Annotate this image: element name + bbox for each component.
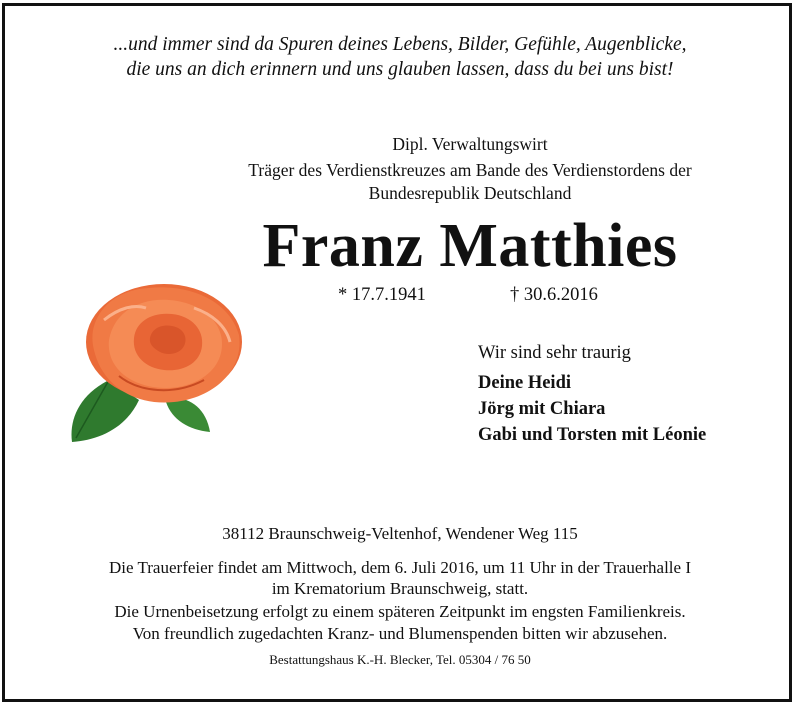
honor-line-2: Bundesrepublik Deutschland — [368, 183, 572, 203]
quote — [0, 32, 800, 82]
deceased-name: Franz Matthies — [262, 212, 678, 280]
undertaker-info: Bestattungshaus K.-H. Blecker, Tel. 05304 / 76 50 — [269, 652, 531, 667]
ceremony-line-1: Die Trauerfeier findet am Mittwoch, dem 6. Juli 2016, um 11 Uhr in der Trauerhalle I — [109, 558, 691, 577]
ceremony-line-4: Von freundlich zugedachten Kranz- und Blumenspenden bitten wir abzusehen. — [132, 624, 668, 643]
mourner-3: Gabi und Torsten mit Léonie — [478, 425, 707, 445]
mourner-1: Deine Heidi — [478, 373, 572, 393]
honor-line-1: Träger des Verdienstkreuzes am Bande des Verdienstordens der — [248, 160, 692, 180]
ceremony-line-3: Die Urnenbeisetzung erfolgt zu einem späteren Zeitpunkt im engsten Familienkreis. — [114, 602, 686, 621]
birth-date: * 17.7.1941 — [338, 285, 426, 305]
mourner-2: Jörg mit Chiara — [478, 399, 606, 419]
ceremony-line-2: im Krematorium Braunschweig, statt. — [271, 579, 529, 598]
quote-line-1: ...und immer sind da Spuren deines Lebens, Bilder, Gefühle, Augenblicke, — [113, 34, 687, 55]
address: 38112 Braunschweig-Veltenhof, Wendener Weg 115 — [222, 524, 578, 543]
quote-line-2: die uns an dich erinnern und uns glauben lassen, dass du bei uns bist! — [126, 59, 674, 80]
deceased-title: Dipl. Verwaltungswirt — [392, 134, 548, 154]
death-date: † 30.6.2016 — [510, 285, 598, 305]
rose-image — [64, 280, 254, 450]
mourners-intro: Wir sind sehr traurig — [478, 343, 631, 363]
